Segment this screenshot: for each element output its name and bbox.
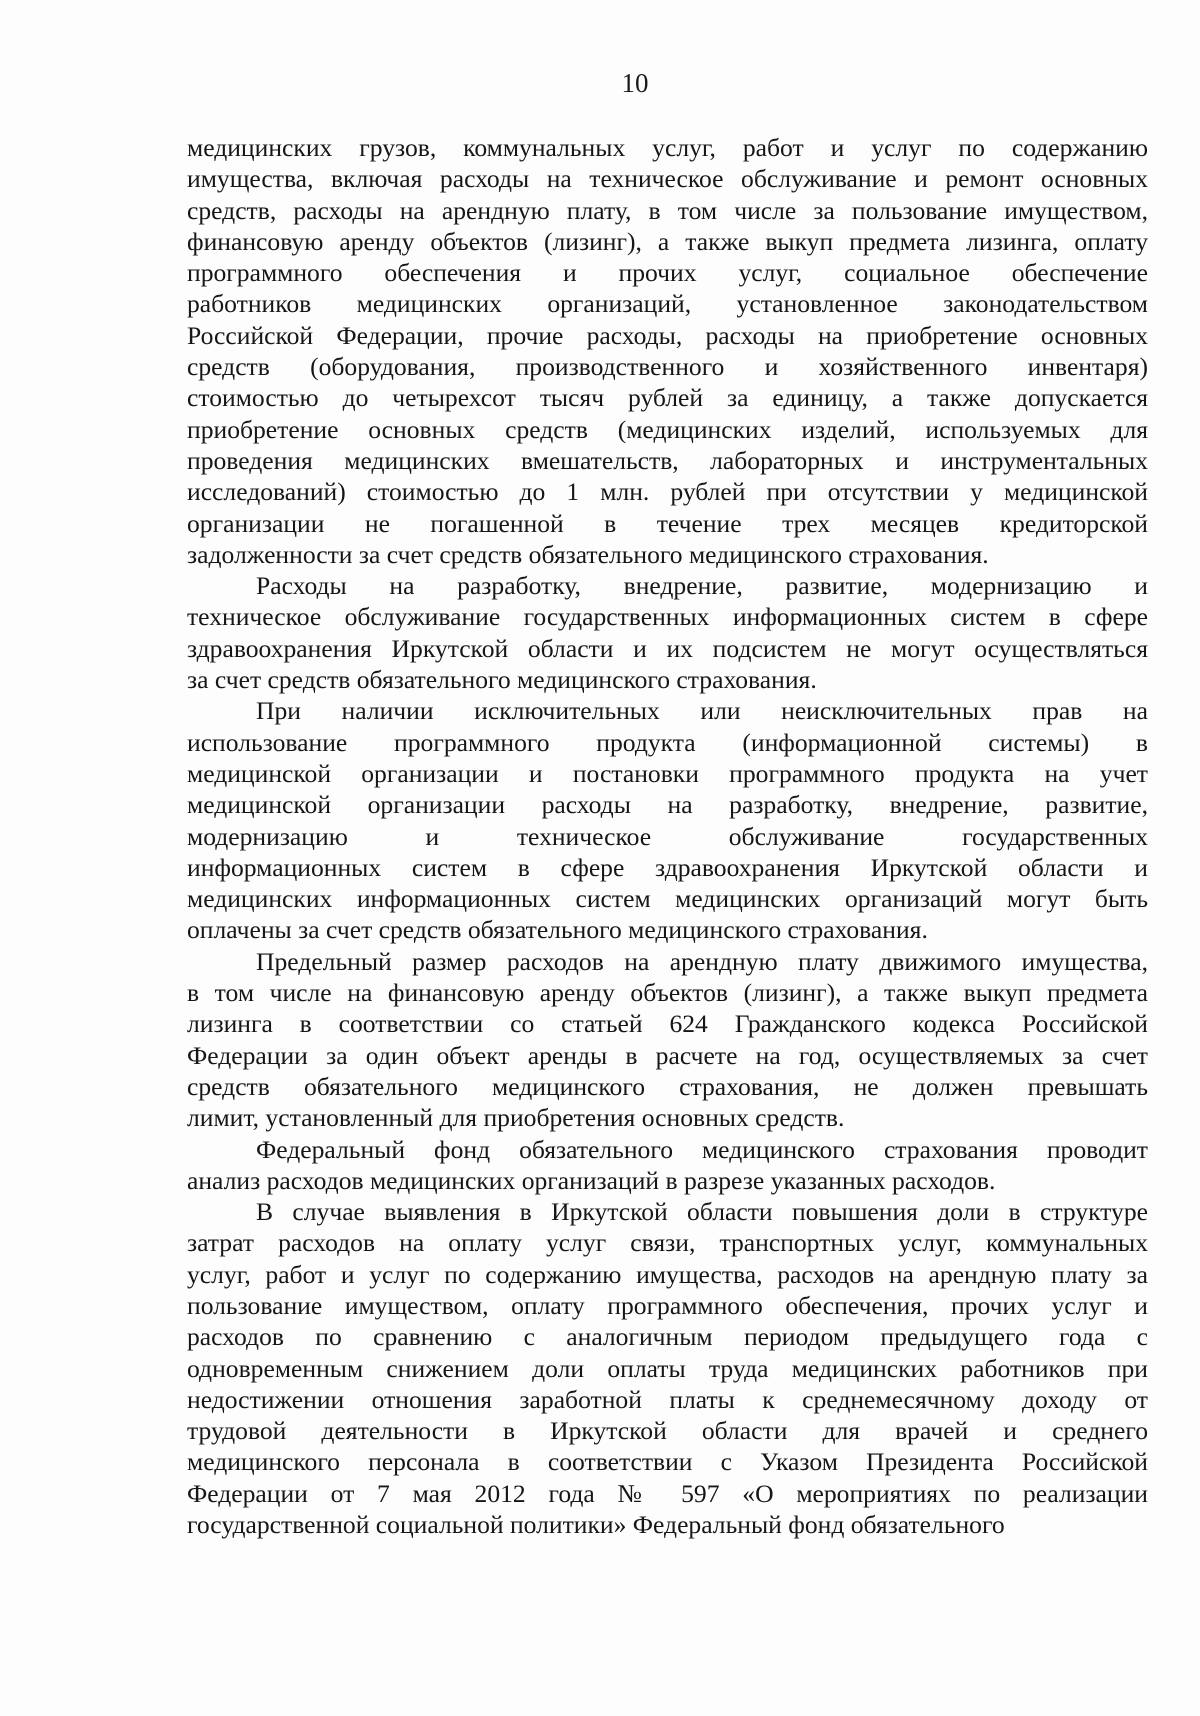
text-line: проведения медицинских вмешательств, лабораторных и инструментальных [187,445,1148,475]
text-line: задолженности за счет средств обязательного медицинского страхования. [187,539,989,569]
page-number: 10 [621,68,649,98]
text-line: информационных систем в сфере здравоохранения Иркутской области и [187,852,1148,882]
paragraph [187,132,1148,570]
text-line: средств обязательного медицинского страхования, не должен превышать [187,1071,1148,1101]
text-line: модернизацию и техническое обслуживание государственных [187,821,1148,851]
text-line: средств (оборудования, производственного и хозяйственного инвентаря) [187,352,1148,382]
paragraph [187,1196,1148,1540]
text-line: стоимостью до четырехсот тысяч рублей за единицу, а также допускается [187,383,1148,413]
text-line: затрат расходов на оплату услуг связи, транспортных услуг, коммунальных [187,1228,1148,1258]
text-line: медицинских информационных систем медицинских организаций могут быть [187,884,1148,914]
text-line: использование программного продукта (информационной системы) в [187,727,1148,757]
text-line: медицинской организации расходы на разработку, внедрение, развитие, [187,790,1148,820]
text-line: услуг, работ и услуг по содержанию имущества, расходов на арендную плату за [187,1259,1148,1289]
text-line: работников медицинских организаций, установленное законодательством [187,289,1148,319]
text-line: Предельный размер расходов на арендную плату движимого имущества, [256,946,1148,976]
text-line: за счет средств обязательного медицинского страхования. [187,665,817,695]
document-body [187,132,1148,1540]
text-line: При наличии исключительных или неисключительных прав на [256,696,1148,726]
text-line: средств, расходы на арендную плату, в том числе за пользование имуществом, [187,195,1148,225]
text-line: трудовой деятельности в Иркутской области для врачей и среднего [187,1416,1148,1446]
text-line: Федерации от 7 мая 2012 года № 597 «О мероприятиях по реализации [187,1478,1148,1508]
text-line: техническое обслуживание государственных информационных систем в сфере [187,602,1148,632]
text-line: медицинских грузов, коммунальных услуг, работ и услуг по содержанию [187,133,1148,162]
text-line: здравоохранения Иркутской области и их подсистем не могут осуществляться [187,633,1148,663]
text-line: приобретение основных средств (медицинских изделий, используемых для [187,414,1148,444]
text-line: лимит, установленный для приобретения основных средств. [187,1103,845,1133]
text-line: в том числе на финансовую аренду объектов (лизинг), а также выкуп предмета [187,978,1148,1008]
paragraph [187,1134,1148,1197]
paragraph [187,695,1148,945]
text-line: анализ расходов медицинских организаций в разрезе указанных расходов. [187,1165,996,1195]
text-line: имущества, включая расходы на техническое обслуживание и ремонт основных [187,164,1148,194]
text-line: Федеральный фонд обязательного медицинского страхования проводит [256,1134,1148,1164]
text-line: исследований) стоимостью до 1 млн. рублей при отсутствии у медицинской [187,477,1148,507]
text-line: Российской Федерации, прочие расходы, расходы на приобретение основных [187,320,1148,350]
text-line: пользование имуществом, оплату программного обеспечения, прочих услуг и [187,1290,1148,1320]
text-line: расходов по сравнению с аналогичным периодом предыдущего года с [187,1322,1148,1352]
text-line: оплачены за счет средств обязательного медицинского страхования. [187,915,928,945]
text-line: медицинского персонала в соответствии с Указом Президента Российской [187,1447,1148,1477]
text-line: программного обеспечения и прочих услуг, социальное обеспечение [187,258,1148,288]
text-line: В случае выявления в Иркутской области повышения доли в структуре [256,1197,1148,1227]
text-line: государственной социальной политики» Федеральный фонд обязательного [187,1510,1005,1540]
text-line: медицинской организации и постановки программного продукта на учет [187,758,1148,788]
text-line: финансовую аренду объектов (лизинг), а также выкуп предмета лизинга, оплату [187,226,1148,256]
paragraph [187,570,1148,695]
text-line: организации не погашенной в течение трех месяцев кредиторской [187,508,1148,538]
text-line: Федерации за один объект аренды в расчете на год, осуществляемых за счет [187,1040,1148,1070]
text-line: одновременным снижением доли оплаты труда медицинских работников при [187,1353,1148,1383]
text-line: недостижении отношения заработной платы к среднемесячному доходу от [187,1384,1148,1414]
text-line: Расходы на разработку, внедрение, развитие, модернизацию и [256,571,1148,601]
paragraph [187,946,1148,1134]
text-line: лизинга в соответствии со статьей 624 Гражданского кодекса Российской [187,1009,1148,1039]
